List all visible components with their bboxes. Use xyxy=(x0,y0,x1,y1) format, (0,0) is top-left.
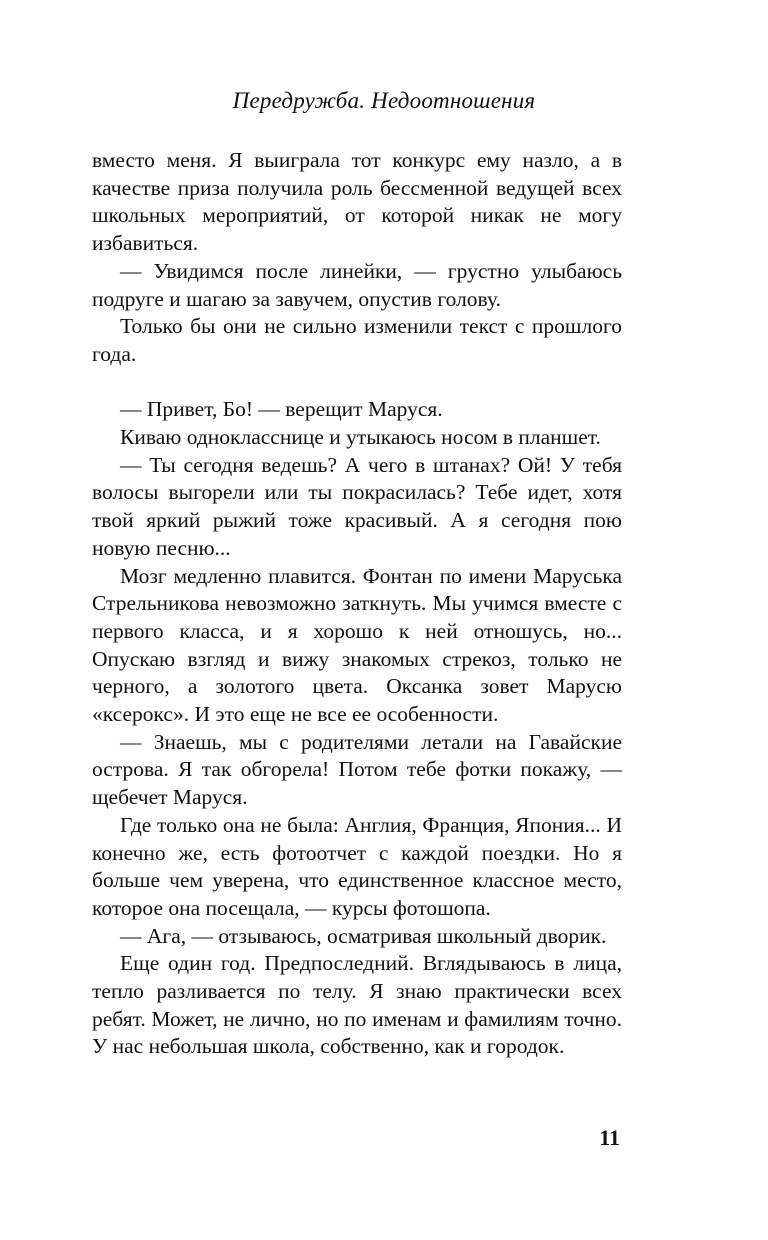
paragraph: — Ага, — отзываюсь, осматривая школьный дворик. xyxy=(120,923,607,948)
paragraph: — Ты сегодня ведешь? А чего в штанах? Ой! У тебя волосы выгорели или ты покрасилась? Тебе идет, хотя твой яркий рыжий тоже красивый. А я сегодня пою новую песню... xyxy=(92,452,622,560)
paragraph: Только бы они не сильно изменили текст с прошлого года. xyxy=(92,314,622,366)
paragraph: — Привет, Бо! — верещит Маруся. xyxy=(120,397,443,422)
scene-break xyxy=(92,369,622,397)
paragraph: вместо меня. Я выиграла тот конкурс ему назло, а в качестве приза получила роль бессменной ведущей всех школьных мероприятий, от которой никак не могу избавиться. xyxy=(92,148,622,256)
paragraph: Еще один год. Предпоследний. Вглядываюсь в лица, тепло разливается по телу. Я знаю практически всех ребят. Может, не лично, но по именам и фамилиям точно. У нас небольшая школа, собственно, как и городок. xyxy=(92,951,622,1059)
running-head: Передружба. Недоотношения xyxy=(232,88,536,113)
paragraph: Киваю однокласснице и утыкаюсь носом в планшет. xyxy=(120,425,601,450)
page-number: 11 xyxy=(599,1125,620,1150)
paragraph: — Увидимся после линейки, — грустно улыбаюсь подруге и шагаю за завучем, опустив голову. xyxy=(92,258,622,311)
paragraph: Мозг медленно плавится. Фонтан по имени Маруська Стрельникова невозможно заткнуть. Мы учимся вместе с первого класса, и я хорошо к ней отношусь, но... Опускаю взгляд и вижу знакомых стрекоз, только не черного, а золотого цвета. Оксанка зовет Марусю «ксерокс». И это еще не все ее особенности. xyxy=(92,563,622,727)
paragraph: — Знаешь, мы с родителями летали на Гавайские острова. Я так обгорела! Потом тебе фотки покажу, — щебечет Маруся. xyxy=(92,729,622,810)
paragraph: Где только она не была: Англия, Франция, Япония... И конечно же, есть фотоотчет с каждой поездки. Но я больше чем уверена, что единственное классное место, которое она посещала, — курсы фотошопа. xyxy=(92,812,622,920)
body-text xyxy=(92,147,622,1061)
